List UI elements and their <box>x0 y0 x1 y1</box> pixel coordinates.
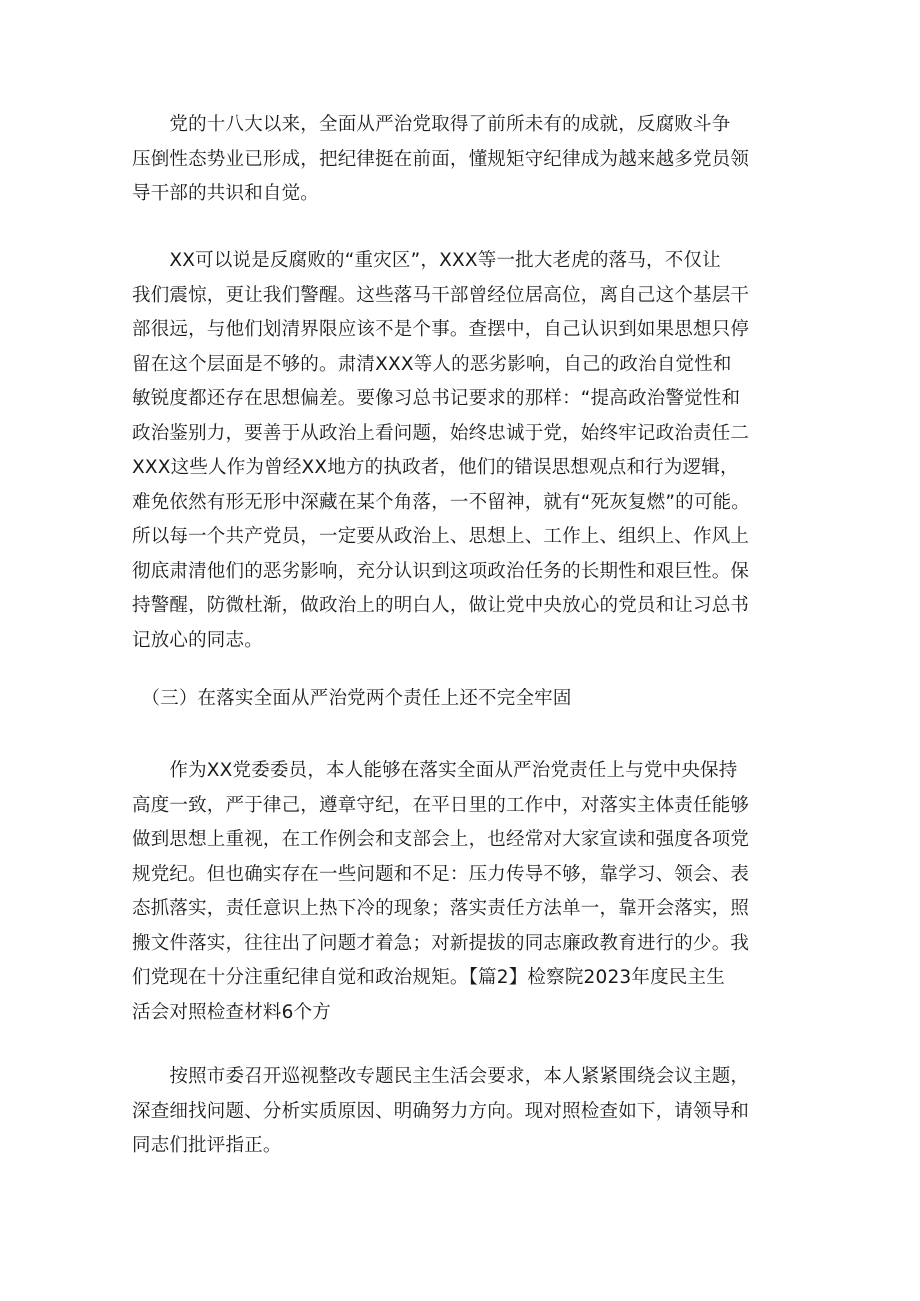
text-line: 规党纪。但也确实存在一些问题和不足：压力传导不够，靠学习、领会、表 <box>132 863 750 885</box>
text-line: 彻底肃清他们的恶劣影响，充分认识到这项政治任务的长期性和艰巨性。保 <box>132 560 750 582</box>
text-line: 导干部的共识和自觉。 <box>132 183 320 204</box>
text-line: 持警醒，防微杜渐，做政治上的明白人，做让党中央放心的党员和让习总书 <box>132 595 750 616</box>
text-line: 留在这个层面是不够的。肃清XXX等人的恶劣影响，自己的政治自觉性和 <box>132 353 732 375</box>
paragraph-responsibility <box>132 754 792 1030</box>
text-line: 深查细找问题、分析实质原因、明确努力方向。现对照检查如下，请领导和 <box>132 1100 750 1122</box>
text-line: 难免依然有形无形中深藏在某个角落，一不留神，就有“死灰复燃”的可能。 <box>132 491 750 513</box>
text-line: 政治鉴别力，要善于从政治上看问题，始终忠诚于党，始终牢记政治责任二 <box>132 422 750 444</box>
text-line: 活会对照检查材料6个方 <box>132 1001 331 1023</box>
paragraph-intro <box>132 108 792 212</box>
section-heading <box>132 682 792 717</box>
text-line: 搬文件落实，往往出了问题才着急；对新提拔的同志廉政教育进行的少。我 <box>132 932 750 954</box>
text-line: 同志们批评指正。 <box>132 1135 282 1156</box>
text-line: 所以每一个共产党员，一定要从政治上、思想上、工作上、组织上、作风上 <box>132 526 750 547</box>
text-line: 记放心的同志。 <box>132 629 263 651</box>
text-line: 党的十八大以来，全面从严治党取得了前所未有的成就，反腐败斗争 <box>132 114 731 135</box>
text-line: 按照市委召开巡视整改专题民主生活会要求，本人紧紧围绕会议主题， <box>132 1066 750 1087</box>
text-line: 作为XX党委委员，本人能够在落实全面从严治党责任上与党中央保持 <box>132 760 738 781</box>
text-line: 敏锐度都还存在思想偏差。要像习总书记要求的那样：“提高政治警觉性和 <box>132 388 741 409</box>
paragraph-anticorruption <box>132 244 792 658</box>
paragraph-closing <box>132 1060 792 1164</box>
text-line: 做到思想上重视，在工作例会和支部会上，也经常对大家宣读和强度各项党 <box>132 829 750 850</box>
text-line: 部很远，与他们划清界限应该不是个事。查摆中，自己认识到如果思想只停 <box>132 319 750 340</box>
heading-text: （三）在落实全面从严治党两个责任上还不完全牢固 <box>132 688 572 709</box>
text-line: 压倒性态势业已形成，把纪律挺在前面，懂规矩守纪律成为越来越多党员领 <box>132 148 750 170</box>
text-line: XXX这些人作为曾经XX地方的执政者，他们的错误思想观点和行为逻辑， <box>132 457 739 478</box>
text-line: 我们震惊，更让我们警醒。这些落马干部曾经位居高位，离自己这个基层干 <box>132 284 750 306</box>
text-line: 高度一致，严于律己，遵章守纪，在平日里的工作中，对落实主体责任能够 <box>132 794 750 816</box>
text-line: 们党现在十分注重纪律自觉和政治规矩。【篇2】检察院2023年度民主生 <box>132 967 725 988</box>
text-line: 态抓落实，责任意识上热下冷的现象；落实责任方法单一，靠开会落实，照 <box>132 898 750 919</box>
text-line: XX可以说是反腐败的“重灾区”，XXX等一批大老虎的落马，不仅让 <box>132 250 721 271</box>
